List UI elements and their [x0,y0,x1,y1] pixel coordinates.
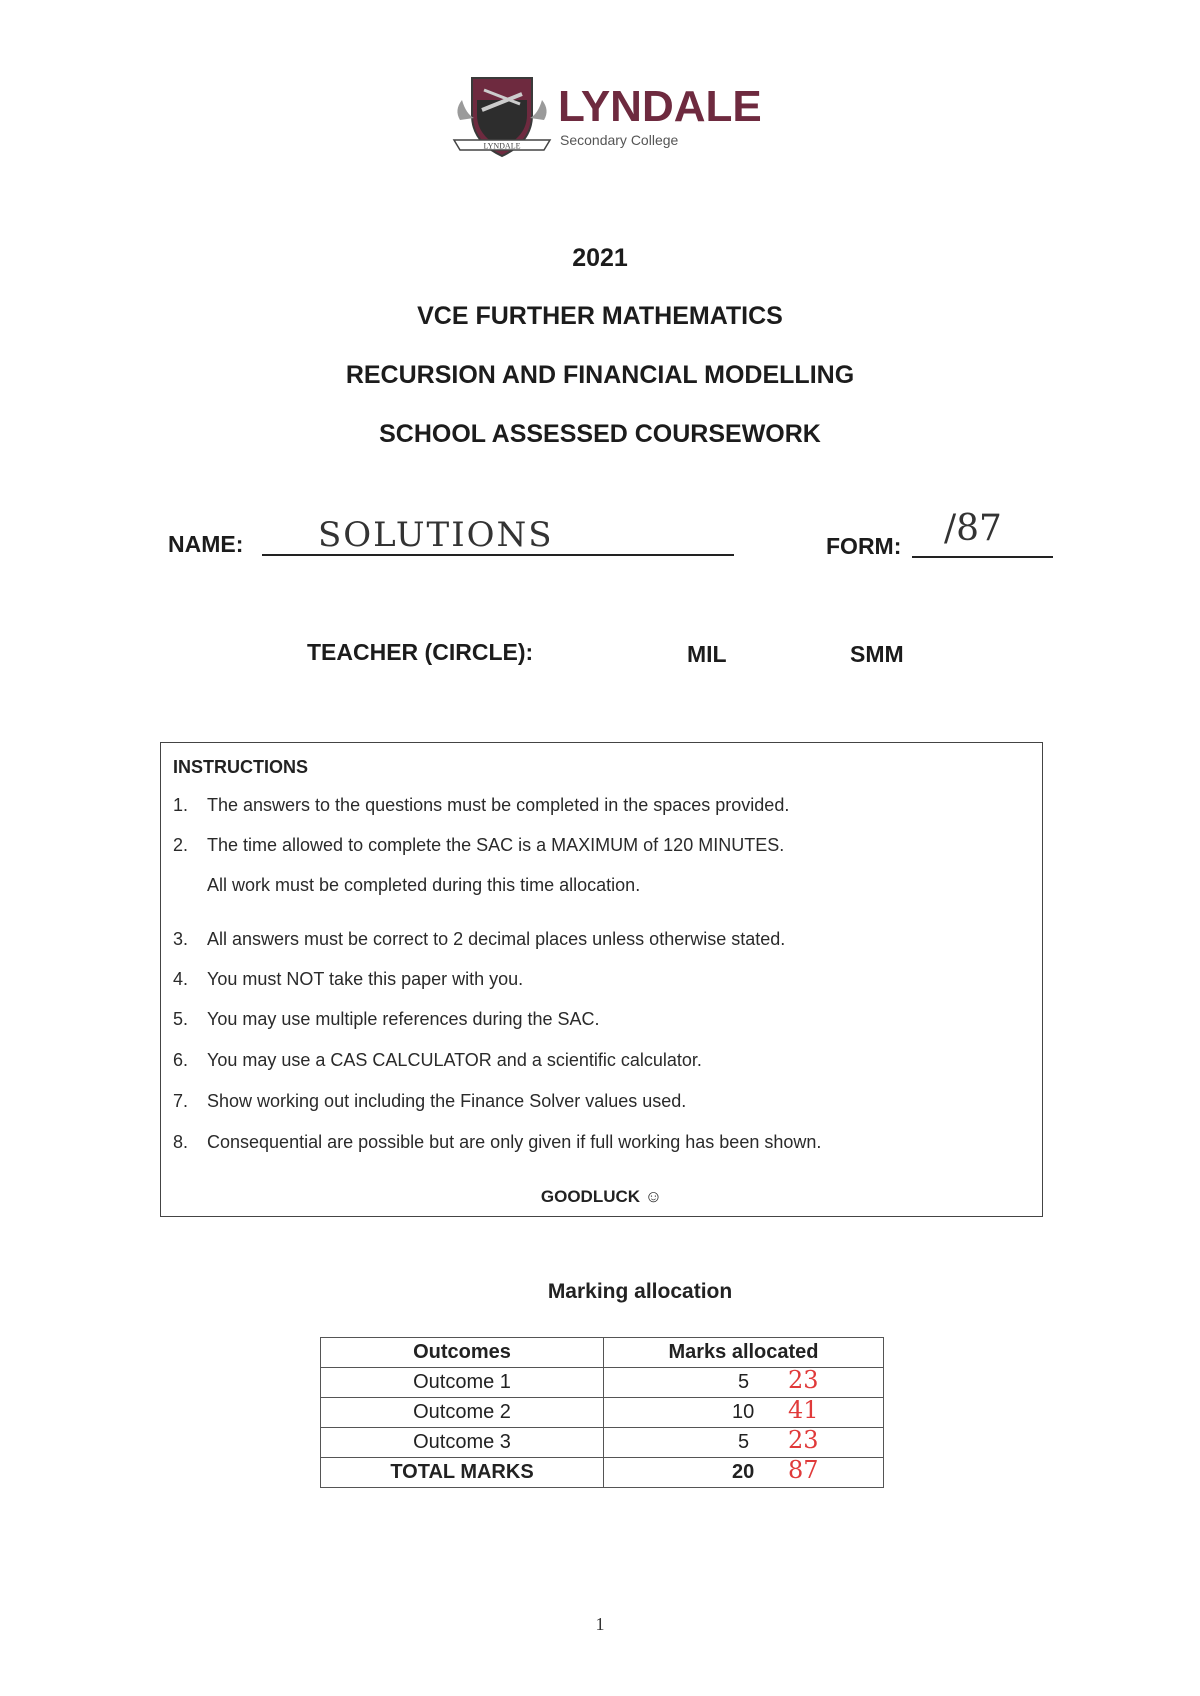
outcome-cell: Outcome 3 [321,1428,604,1458]
form-label: FORM: [826,533,902,559]
outcome-cell: TOTAL MARKS [321,1458,604,1488]
exam-topic: RECURSION AND FINANCIAL MODELLING [345,361,855,389]
marks-value: 5 [738,1371,750,1393]
instruction-item: 8. Consequential are possible but are only given if full working has been shown. [173,1132,822,1152]
page-number: 1 [595,1614,605,1634]
handwritten-annotation: 87 [788,1456,819,1484]
outcome-cell: Outcome 1 [321,1368,604,1398]
teacher-option-smm[interactable]: SMM [850,641,904,667]
handwritten-annotation: 23 [788,1426,819,1454]
exam-subject: VCE FURTHER MATHEMATICS [417,302,783,330]
table-row [321,1428,884,1458]
marks-value: 5 [738,1431,750,1453]
teacher-option-mil[interactable]: MIL [687,641,727,667]
instructions-box [160,742,1043,1217]
handwritten-annotation: 41 [788,1396,819,1424]
teacher-label: TEACHER (CIRCLE): [307,639,534,665]
marks-cell [604,1428,884,1458]
instruction-item: 1. The answers to the questions must be completed in the spaces provided. [173,795,790,815]
table-row-total [321,1458,884,1488]
marking-table [320,1337,884,1488]
instruction-item: 6. You may use a CAS CALCULATOR and a scientific calculator. [173,1050,702,1070]
instruction-item-continuation: All work must be completed during this time allocation. [207,875,641,895]
table-row [321,1368,884,1398]
form-value[interactable]: /87 [944,508,1002,549]
exam-year: 2021 [572,244,628,272]
outcome-cell: Outcome 2 [321,1398,604,1428]
instruction-item: 7. Show working out including the Finance Solver values used. [173,1091,687,1111]
marks-cell [604,1368,884,1398]
table-header-row [321,1338,884,1368]
name-label: NAME: [168,531,244,557]
marks-cell [604,1398,884,1428]
column-header-outcomes: Outcomes [321,1338,604,1368]
school-name: LYNDALE [558,82,762,131]
exam-assessment-type: SCHOOL ASSESSED COURSEWORK [379,420,821,448]
marking-allocation-title: Marking allocation [547,1280,733,1303]
school-subtitle: Secondary College [560,132,679,148]
school-crest-icon [452,70,552,160]
goodluck-message: GOODLUCK ☺ [540,1187,663,1206]
marks-value: 10 [732,1401,755,1423]
crest-banner-text: LYNDALE [483,141,521,151]
instruction-item: 5. You may use multiple references during the SAC. [173,1009,600,1029]
form-underline [912,556,1053,558]
instruction-item: 3. All answers must be correct to 2 decimal places unless otherwise stated. [173,929,786,949]
instruction-item: 4. You must NOT take this paper with you. [173,969,524,989]
instruction-item: 2. The time allowed to complete the SAC is a MAXIMUM of 120 MINUTES. [173,835,785,855]
name-value[interactable]: SOLUTIONS [318,515,554,555]
table-row [321,1398,884,1428]
school-logo [452,70,772,160]
instructions-title: INSTRUCTIONS [173,757,308,777]
handwritten-annotation: 23 [788,1366,819,1394]
marks-cell [604,1458,884,1488]
marks-value: 20 [732,1461,755,1483]
column-header-marks: Marks allocated [604,1338,884,1368]
